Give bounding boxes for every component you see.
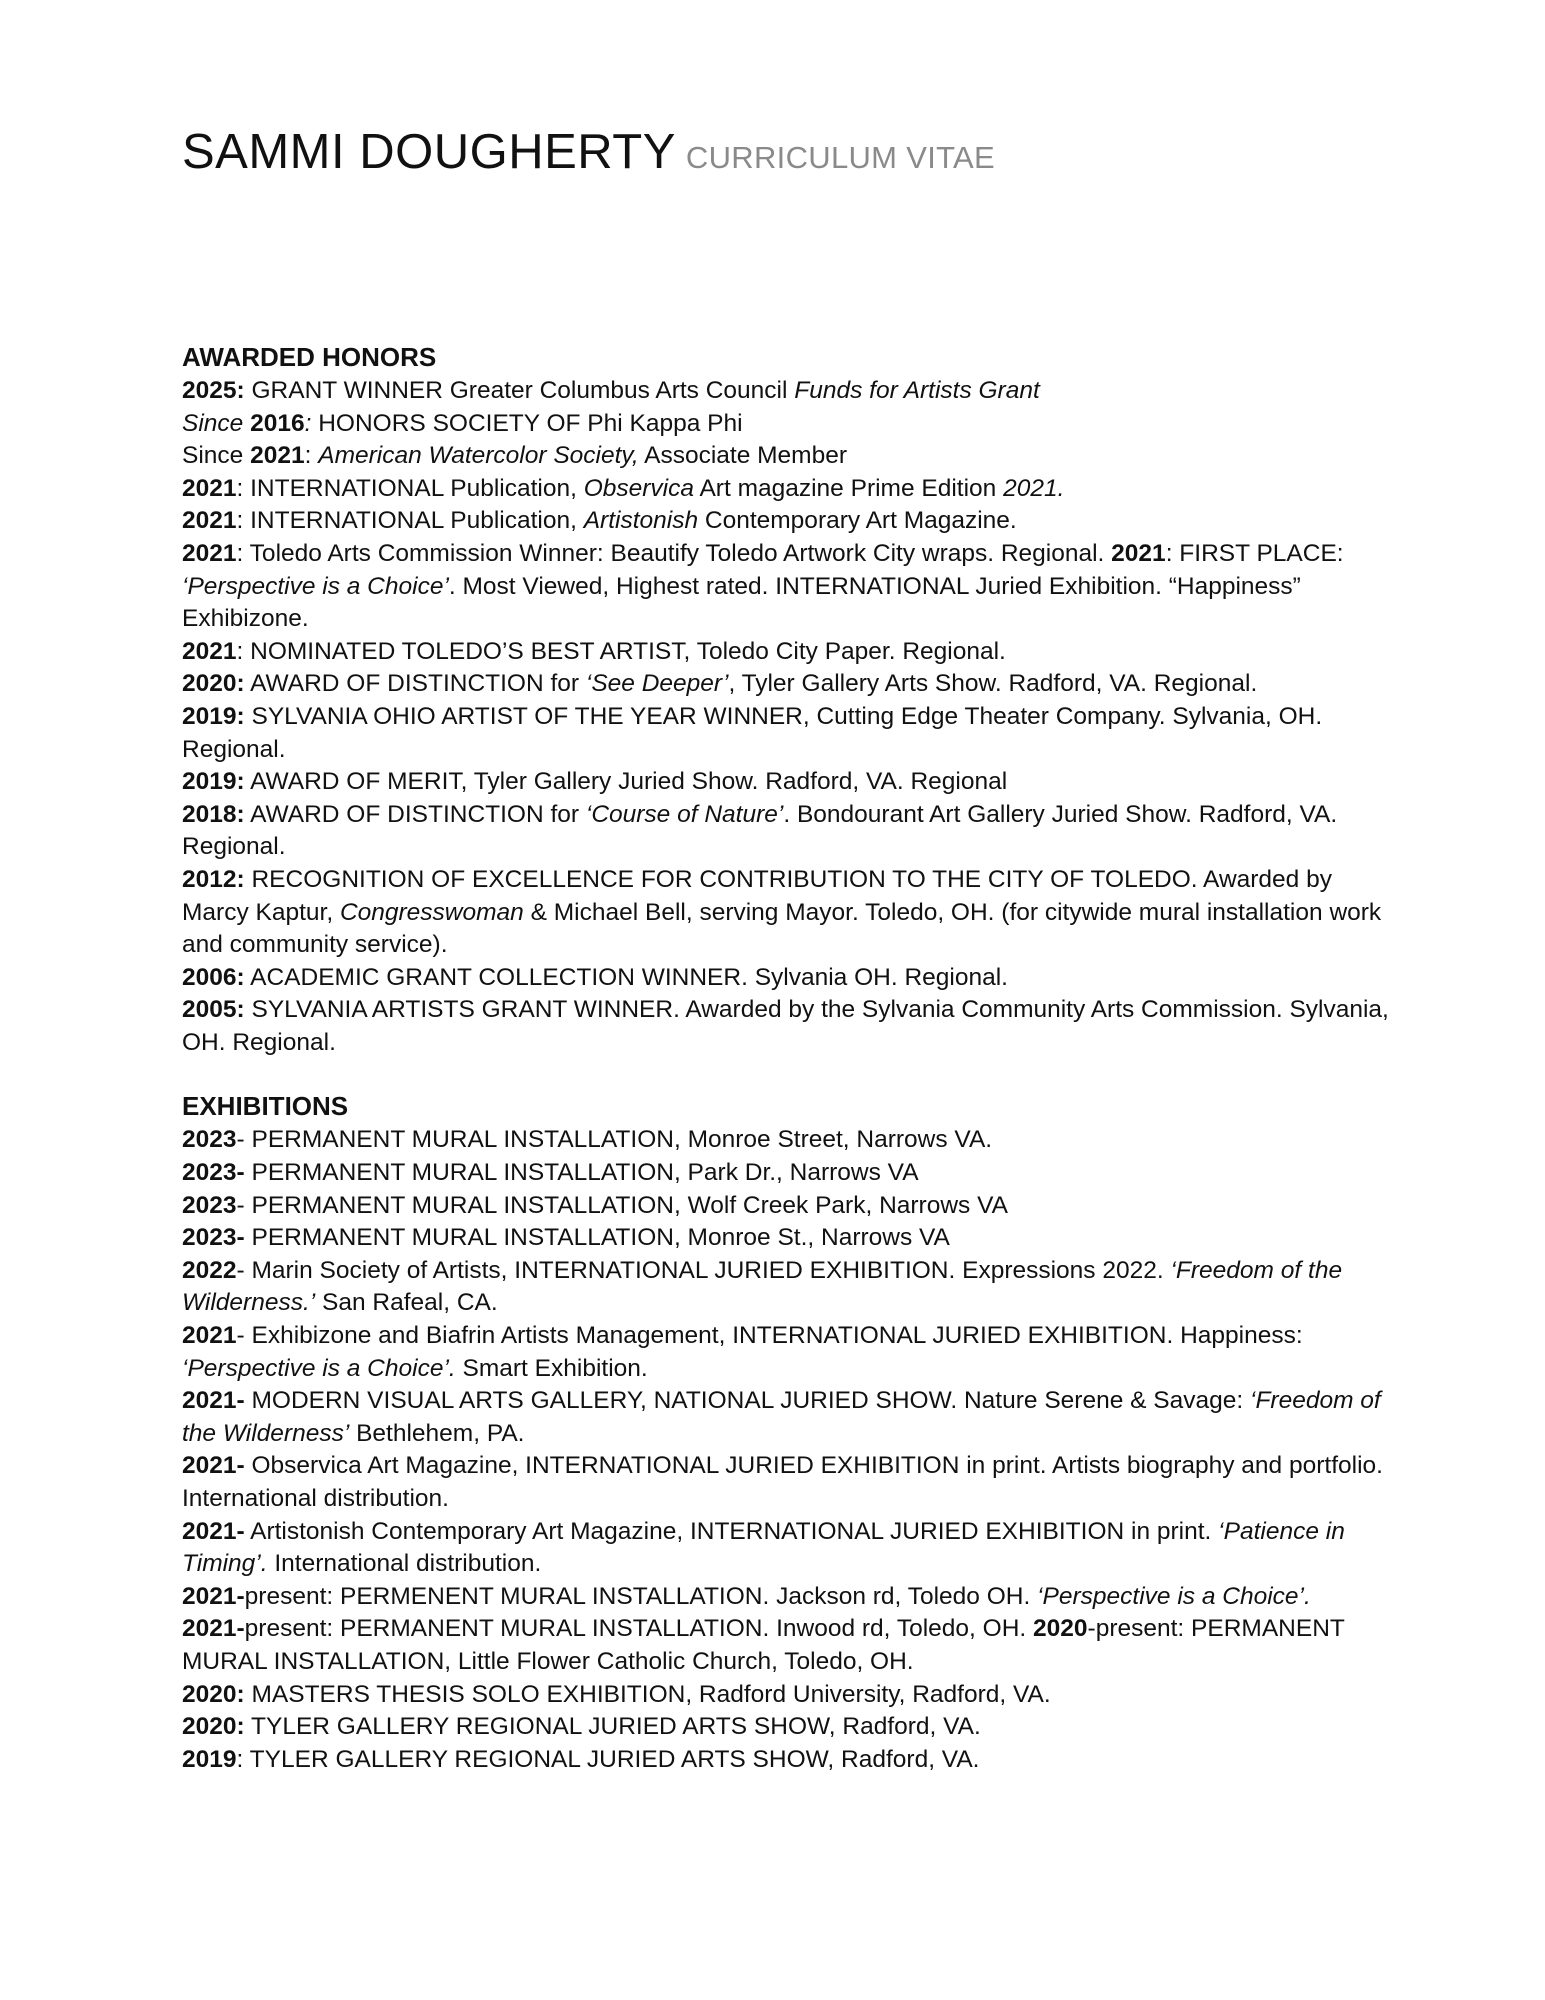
- exhibitions-list: [182, 1124, 1392, 1776]
- list-item: 2023- PERMANENT MURAL INSTALLATION, Monroe St., Narrows VA: [182, 1224, 950, 1252]
- list-item: 2021- MODERN VISUAL ARTS GALLERY, NATIONAL JURIED SHOW. Nature Serene & Savage: ‘Freedom of the Wilderness’ Bethlehem, PA.: [182, 1387, 1381, 1447]
- exhibitions-section: [182, 1090, 1392, 1776]
- list-item: 2020: MASTERS THESIS SOLO EXHIBITION, Radford University, Radford, VA.: [182, 1680, 1051, 1708]
- artist-name: SAMMI DOUGHERTY: [182, 125, 676, 179]
- list-item: 2021: INTERNATIONAL Publication, Observica Art magazine Prime Edition 2021.: [182, 474, 1065, 502]
- list-item: 2021- Exhibizone and Biafrin Artists Management, INTERNATIONAL JURIED EXHIBITION. Happiness: ‘Perspective is a Choice’. Smart Exhibition.: [182, 1322, 1303, 1382]
- list-item: 2019: AWARD OF MERIT, Tyler Gallery Juried Show. Radford, VA. Regional: [182, 768, 1008, 796]
- section-heading: EXHIBITIONS: [182, 1091, 349, 1122]
- list-item: 2019: TYLER GALLERY REGIONAL JURIED ARTS SHOW, Radford, VA.: [182, 1745, 980, 1773]
- list-item: 2005: SYLVANIA ARTISTS GRANT WINNER. Awarded by the Sylvania Community Arts Commission. Sylvania, OH. Regional.: [182, 996, 1389, 1056]
- list-item: 2006: ACADEMIC GRANT COLLECTION WINNER. Sylvania OH. Regional.: [182, 963, 1008, 991]
- section-heading: AWARDED HONORS: [182, 342, 437, 372]
- list-item: 2021-present: PERMANENT MURAL INSTALLATION. Inwood rd, Toledo, OH. 2020-present: PERMANENT MURAL INSTALLATION, Little Flower Catholic Church, Toledo, OH.: [182, 1615, 1345, 1675]
- document-subtitle: CURRICULUM VITAE: [685, 140, 995, 175]
- list-item: 2018: AWARD OF DISTINCTION for ‘Course of Nature’. Bondourant Art Gallery Juried Show. Radford, VA. Regional.: [182, 800, 1338, 861]
- list-item: 2020: AWARD OF DISTINCTION for ‘See Deeper’, Tyler Gallery Arts Show. Radford, VA. Regional.: [182, 670, 1258, 698]
- list-item: 2021- Observica Art Magazine, INTERNATIONAL JURIED EXHIBITION in print. Artists biography and portfolio. International distribution.: [182, 1452, 1383, 1512]
- list-item: 2021: Toledo Arts Commission Winner: Beautify Toledo Artwork City wraps. Regional. 2021: FIRST PLACE: ‘Perspective is a Choice’. Most Viewed, Highest rated. INTERNATIONAL Juried Exhibition. “Happiness” Exhibizone.: [182, 539, 1344, 633]
- list-item: 2023- PERMANENT MURAL INSTALLATION, Park Dr., Narrows VA: [182, 1159, 919, 1187]
- list-item: 2021: INTERNATIONAL Publication, Artistonish Contemporary Art Magazine.: [182, 507, 1017, 535]
- list-item: 2012: RECOGNITION OF EXCELLENCE FOR CONTRIBUTION TO THE CITY OF TOLEDO. Awarded by Marcy Kaptur, Congresswoman & Michael Bell, serving Mayor. Toledo, OH. (for citywide mural installation work and community service).: [182, 865, 1382, 959]
- list-item: 2021: NOMINATED TOLEDO’S BEST ARTIST, Toledo City Paper. Regional.: [182, 637, 1006, 665]
- list-item: 2020: TYLER GALLERY REGIONAL JURIED ARTS SHOW, Radford, VA.: [182, 1713, 981, 1741]
- list-item: 2022- Marin Society of Artists, INTERNATIONAL JURIED EXHIBITION. Expressions 2022. ‘Freedom of the Wilderness.’ San Rafeal, CA.: [182, 1256, 1343, 1317]
- list-item: Since 2016: HONORS SOCIETY OF Phi Kappa Phi: [182, 409, 743, 437]
- list-item: 2021- Artistonish Contemporary Art Magazine, INTERNATIONAL JURIED EXHIBITION in print. ‘Patience in Timing’. International distribution.: [182, 1517, 1345, 1578]
- list-item: 2021-present: PERMENENT MURAL INSTALLATION. Jackson rd, Toledo OH. ‘Perspective is a Choice’.: [182, 1582, 1311, 1610]
- list-item: 2023- PERMANENT MURAL INSTALLATION, Wolf Creek Park, Narrows VA: [182, 1191, 1008, 1219]
- cv-page: [182, 125, 1392, 1776]
- list-item: 2025: GRANT WINNER Greater Columbus Arts Council Funds for Artists Grant: [182, 377, 1040, 404]
- list-item: 2019: SYLVANIA OHIO ARTIST OF THE YEAR WINNER, Cutting Edge Theater Company. Sylvania, OH. Regional.: [182, 702, 1323, 763]
- document-header: [182, 125, 1392, 179]
- honors-list: [182, 375, 1392, 1059]
- awarded-honors-section: [182, 341, 1392, 1059]
- list-item: 2023- PERMANENT MURAL INSTALLATION, Monroe Street, Narrows VA.: [182, 1126, 993, 1154]
- list-item: Since 2021: American Watercolor Society, Associate Member: [182, 442, 848, 470]
